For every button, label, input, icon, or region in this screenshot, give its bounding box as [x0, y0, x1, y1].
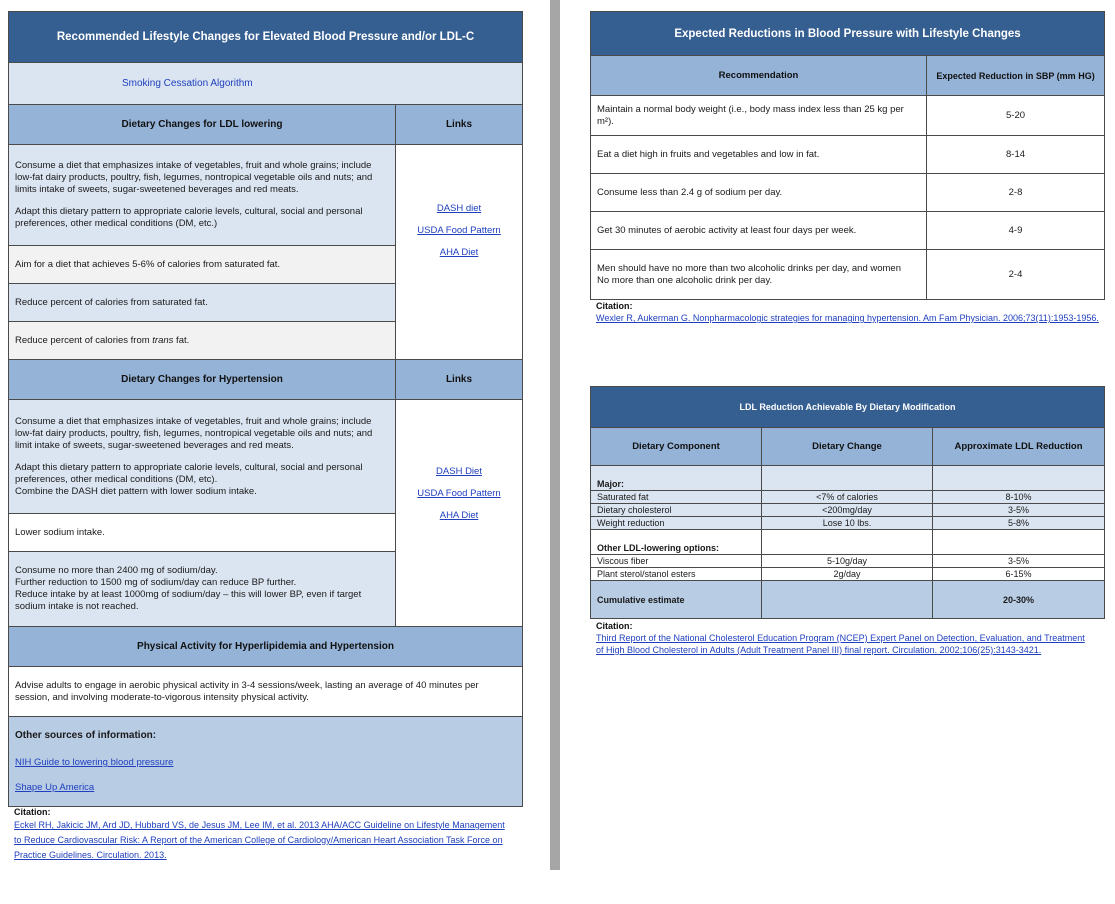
htn-links-header: Links: [396, 360, 523, 400]
bp-row-rec: Consume less than 2.4 g of sodium per day.: [591, 174, 927, 212]
table-row: <7% of calories: [762, 491, 933, 504]
bp-row-value: 5-20: [927, 96, 1105, 136]
bp-col-reduction: Expected Reduction in SBP (mm HG): [927, 56, 1105, 96]
htn-row-sodium-targets: Consume no more than 2400 mg of sodium/day. Further reduction to 1500 mg of sodium/day can reduce BP further. Reduce intake by at least 1000mg of sodium/day – this will lower BP, even if target sodium intake is not reached.: [9, 552, 396, 627]
lifestyle-table: [8, 11, 523, 807]
ldl-citation-label: Citation:: [596, 621, 633, 631]
activity-text: Advise adults to engage in aerobic physical activity in 3-4 sessions/week, lasting an average of 40 minutes per session, and involving moderate-to-vigorous intensity physical activity.: [9, 667, 523, 717]
table-row: 3-5%: [933, 504, 1105, 517]
shape-up-america-link[interactable]: Shape Up America: [15, 782, 95, 793]
bp-row-rec: Eat a diet high in fruits and vegetables and low in fat.: [591, 136, 927, 174]
table-row: 5-8%: [933, 517, 1105, 530]
bp-row-rec: Maintain a normal body weight (i.e., body mass index less than 25 kg per m²).: [591, 96, 927, 136]
ldl-col-reduction: Approximate LDL Reduction: [933, 428, 1105, 466]
htn-row-diet: Consume a diet that emphasizes intake of vegetables, fruit and whole grains; include low-fat dairy products, poultry, fish, legumes, nontropical vegetable oils and nuts; and limit intake of sweets, sugar-sweetened beverages and red meats. Adapt this dietary pattern to appropriate calorie levels, cultural, social and personal preferences, other medical conditions (DM, etc). Combine the DASH diet pattern with lower sodium intake.: [9, 400, 396, 514]
other-sources-box: [9, 717, 523, 807]
htn-row-lower-sodium: Lower sodium intake.: [9, 514, 396, 552]
lifestyle-title: Recommended Lifestyle Changes for Elevated Blood Pressure and/or LDL-C: [9, 12, 523, 63]
bp-row-value: 4-9: [927, 212, 1105, 250]
bp-table-title: Expected Reductions in Blood Pressure with Lifestyle Changes: [591, 12, 1105, 56]
ldl-aha-diet-link[interactable]: AHA Diet: [439, 247, 479, 258]
bp-citation-link[interactable]: Wexler R, Aukerman G. Nonpharmacologic strategies for managing hypertension. Am Fam Physician. 2006;73(11):1953-1956.: [596, 313, 1099, 323]
other-sources-title: Other sources of information:: [15, 730, 157, 741]
bp-row-rec: Get 30 minutes of aerobic activity at least four days per week.: [591, 212, 927, 250]
htn-links-cell: [396, 400, 523, 627]
htn-usda-food-pattern-link[interactable]: USDA Food Pattern: [417, 488, 501, 499]
ldl-section-header: Dietary Changes for LDL lowering: [9, 105, 396, 145]
table-row: Dietary cholesterol: [591, 504, 762, 517]
ldl-row-saturated-target: Aim for a diet that achieves 5-6% of calories from saturated fat.: [9, 246, 396, 284]
ldl-table-title: LDL Reduction Achievable By Dietary Modification: [591, 387, 1105, 428]
table-row: <200mg/day: [762, 504, 933, 517]
ldl-other-label: Other LDL-lowering options:: [591, 530, 762, 555]
ldl-links-header: Links: [396, 105, 523, 145]
htn-dash-diet-link[interactable]: DASH Diet: [436, 466, 482, 477]
table-row: 3-5%: [933, 555, 1105, 568]
table-row: Viscous fiber: [591, 555, 762, 568]
bp-reduction-table: [590, 11, 1105, 300]
ldl-citation-link[interactable]: Third Report of the National Cholesterol Education Program (NCEP) Expert Panel on Detection, Evaluation, and Treatment of High Blood Cholesterol in Adults (Adult Treatment Panel III) final report. Circulation. 2002;106(25):3143-3421.: [596, 633, 1085, 655]
bp-row-value: 2-8: [927, 174, 1105, 212]
ldl-citation: [596, 620, 1086, 656]
left-citation-label: Citation:: [14, 807, 51, 817]
htn-section-header: Dietary Changes for Hypertension: [9, 360, 396, 400]
ldl-links-cell: [396, 145, 523, 360]
ldl-cumulative-label: Cumulative estimate: [591, 581, 762, 619]
left-citation: [14, 806, 514, 863]
table-row: Plant sterol/stanol esters: [591, 568, 762, 581]
table-row: 8-10%: [933, 491, 1105, 504]
smoking-cessation-link[interactable]: Smoking Cessation Algorithm: [122, 77, 253, 89]
ldl-dash-diet-link[interactable]: DASH diet: [436, 203, 482, 214]
ldl-row-diet: Consume a diet that emphasizes intake of vegetables, fruit and whole grains; include low-fat dairy products, poultry, fish, legumes, nontropical vegetable oils and nuts; and limits intake of sweets, sugar-sweetened beverages and red meats. Adapt this dietary pattern to appropriate calorie levels, cultural, social and personal preferences, other medical conditions (DM, etc.): [9, 145, 396, 246]
bp-row-value: 2-4: [927, 250, 1105, 300]
table-row: 5-10g/day: [762, 555, 933, 568]
ldl-row-saturated-reduce: Reduce percent of calories from saturated fat.: [9, 284, 396, 322]
bp-citation: [596, 300, 1101, 324]
bp-row-rec: Men should have no more than two alcoholic drinks per day, and women No more than one alcoholic drink per day.: [591, 250, 927, 300]
activity-section-header: Physical Activity for Hyperlipidemia and Hypertension: [9, 627, 523, 667]
table-row: Saturated fat: [591, 491, 762, 504]
ldl-row-trans-fat: Reduce percent of calories from trans fat.: [9, 322, 396, 360]
table-row: Weight reduction: [591, 517, 762, 530]
nih-guide-link[interactable]: NIH Guide to lowering blood pressure: [15, 757, 174, 768]
bp-row-value: 8-14: [927, 136, 1105, 174]
ldl-col-change: Dietary Change: [762, 428, 933, 466]
ldl-usda-food-pattern-link[interactable]: USDA Food Pattern: [417, 225, 501, 236]
ldl-reduction-table: [590, 386, 1105, 619]
ldl-col-component: Dietary Component: [591, 428, 762, 466]
bp-col-recommendation: Recommendation: [591, 56, 927, 96]
htn-aha-diet-link[interactable]: AHA Diet: [439, 510, 479, 521]
bp-citation-label: Citation:: [596, 301, 633, 311]
table-row: 6-15%: [933, 568, 1105, 581]
ldl-cumulative-value: 20-30%: [933, 581, 1105, 619]
left-citation-link[interactable]: Eckel RH, Jakicic JM, Ard JD, Hubbard VS, de Jesus JM, Lee IM, et al. 2013 AHA/ACC Guideline on Lifestyle Management to Reduce Cardiovascular Risk: A Report of the American College of Cardiology/American Heart Association Task Force on Practice Guidelines. Circulation. 2013.: [14, 820, 505, 860]
table-row: Lose 10 lbs.: [762, 517, 933, 530]
page-gutter: [550, 0, 560, 870]
table-row: 2g/day: [762, 568, 933, 581]
ldl-major-label: Major:: [591, 466, 762, 491]
